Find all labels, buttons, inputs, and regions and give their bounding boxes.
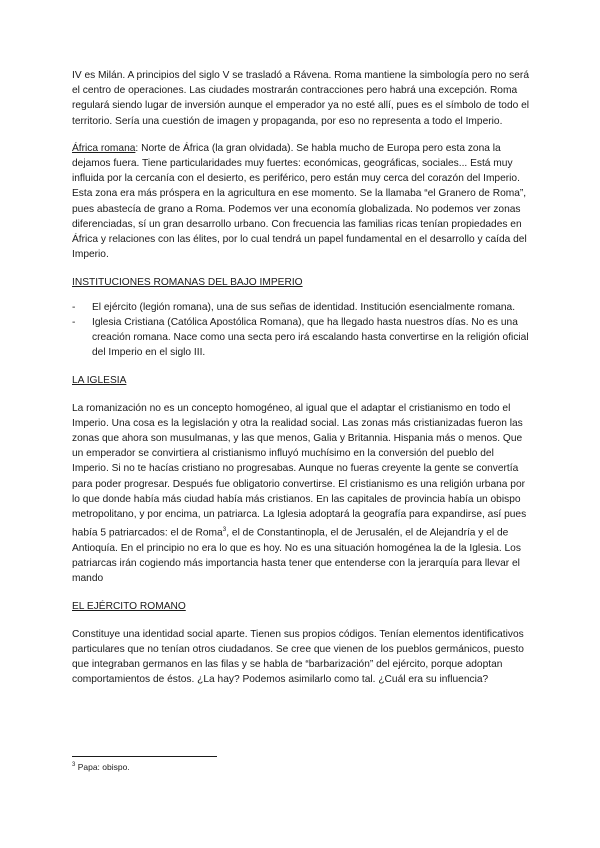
intro-paragraph: IV es Milán. A principios del siglo V se trasladó a Rávena. Roma mantiene la simbología pero no será el centro de operaciones. Las ciudades mostrarán contracciones pero habrá una excepción. Roma regulará siendo lugar de inversión aunque el emperador ya no esté allí, pues es el símbolo de todo el territorio. Sería una cuestión de imagen y propaganda, por eso no representa a todo el Imperio.: [72, 70, 530, 127]
footnote: [72, 762, 130, 772]
list-item: [72, 300, 532, 315]
document-page: [72, 68, 532, 688]
footnote-reference: 3: [222, 526, 227, 534]
list-item-text: Iglesia Cristiana (Católica Apostólica Romana), que ha llegado hasta nuestros días. No es una creación romana. Nace como una secta pero irá escalando hasta convertirse en la religión oficial del Imperio en el siglo III.: [92, 316, 529, 359]
dash-bullet-icon: -: [72, 301, 76, 313]
instituciones-list: [72, 300, 532, 361]
africa-text: : Norte de África (la gran olvidada). Se habla mucho de Europa pero esta zona la dejamos fuera. Tiene particularidades muy fuertes: económicas, geográficas, sociales... Está muy influida por la cercanía con el desierto, es periférico, pero están muy cerca del corazón del Imperio. Esta zona era más próspera en la agricultura en ese momento. Se la llamaba “el Granero de Roma”, pues abastecía de grano a Roma. Podemos ver una economía globalizada. No podemos ver zonas diferenciadas, sí un gran desarrollo urbano. Con frecuencia las familias ricas tenían propiedades en África y relaciones con las élites, por lo cual tendrá un papel fundamental en el desarrollo y caída del Imperio.: [72, 142, 527, 261]
iglesia-text-before: La romanización no es un concepto homogéneo, al igual que el adaptar el cristianismo en todo el Imperio. Una cosa es la legislación y otra la realidad social. Las zonas más cristianizadas fueron las zonas que ahora son musulmanas, y las que menos, Galia y Britannia. Hispania más o menos. Que un emperador se convirtiera al cristianismo influyó muchísimo en la conversión del pueblo del Imperio. Si no te hacías cristiano no progresabas. Aunque no fueras creyente la gente se convertía para poder progresar. Después fue obligatorio convertirse. El cristianismo es una religión urbana por lo que donde había más ciudad había más cristianos. En las capitales de provincia había un obispo metropolitano, y por encima, un patriarca. La Iglesia adoptará la geografía para expandirse, así pues había 5 patriarcados: el de Roma: [72, 402, 527, 539]
footnote-number: 3: [72, 762, 76, 768]
iglesia-heading: LA IGLESIA: [72, 375, 127, 387]
instituciones-heading: INSTITUCIONES ROMANAS DEL BAJO IMPERIO: [72, 277, 303, 289]
iglesia-paragraph: [72, 401, 532, 587]
footnote-text: Papa: obispo.: [75, 762, 130, 772]
iglesia-text-after: , el de Constantinopla, el de Jerusalén, el de Alejandría y el de Antioquía. En el principio no era lo que es hoy. No es una situación homogénea la de la Iglesia. Los patriarcas irán cogiendo más importancia hasta tener que entenderse con la jerarquía para llevar el mando: [72, 527, 521, 585]
footnote-separator: [72, 756, 217, 757]
list-item: [72, 315, 532, 361]
ejercito-paragraph: Constituye una identidad social aparte. Tienen sus propios códigos. Tenían elementos identificativos particulares que no tenían otros ciudadanos. Se cree que vienen de los pueblos germánicos, puesto que integraban germanos en las filas y se habla de “barbarización” del ejército, porque adoptan comportamientos de éstos. ¿La hay? Podemos asimilarlo como tal. ¿Cuál era su influencia?: [72, 628, 524, 686]
africa-term: África romana: [72, 142, 136, 154]
ejercito-heading: EL EJÉRCITO ROMANO: [72, 601, 186, 613]
africa-paragraph: [72, 141, 532, 263]
dash-bullet-icon: -: [72, 316, 76, 328]
list-item-text: El ejército (legión romana), una de sus señas de identidad. Institución esencialmente romana.: [92, 301, 516, 313]
